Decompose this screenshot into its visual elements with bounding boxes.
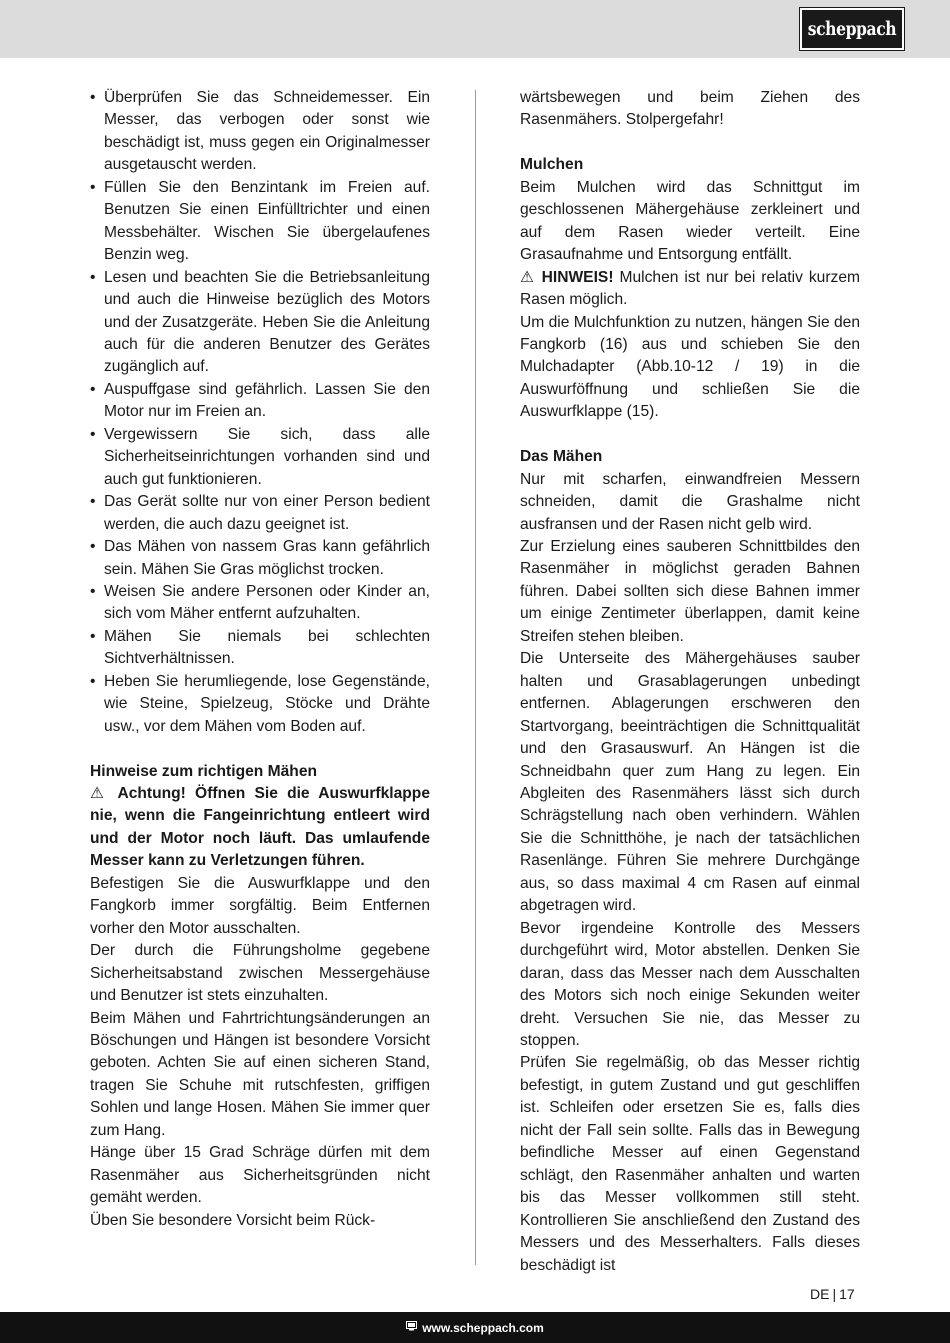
header-bar (0, 0, 950, 58)
brand-logo[interactable] (800, 8, 904, 50)
list-item: • Füllen Sie den Benzintank im Freien auf. Benutzen Sie einen Einfülltrichter und einen Messbehälter. Wischen Sie übergelaufenes Benzin weg. (90, 177, 430, 267)
hint-text: Mulchen ist nur bei relativ kurzem Rasen möglich. (520, 268, 860, 309)
warning-paragraph (90, 783, 430, 873)
paragraph: Die Unterseite des Mähergehäuses sauber halten und Grasablagerungen unbedingt entfernen. Ablagerungen erschweren den Startvorgang, beeinträchtigen die Schnittqualität und den Grasauswurf. An Hängen ist die Schneidbahn quer zum Hang zu legen. Ein Abgleiten des Rasenmähers lässt sich durch Schrägstellung nach oben verhindern. Wählen Sie die Schnitthöhe, je nach der tatsächlichen Rasenlänge. Führen Sie mehrere Durchgänge aus, so dass maximal 4 cm Rasen auf einmal abgetragen wird. (520, 650, 860, 915)
section-heading-mowing-tips: Hinweise zum richtigen Mähen (90, 762, 318, 780)
list-item: • Lesen und beachten Sie die Betriebsanleitung und auch die Hinweise bezüglich des Motors und der Zusatzgeräte. Heben Sie die Anleitung auch für die anderen Benutzer des Gerätes zugänglich auf. (90, 267, 430, 379)
paragraph: Bevor irgendeine Kontrolle des Messers durchgeführt wird, Motor abstellen. Denken Sie daran, dass das Messer nach dem Ausschalten des Motors sich noch einige Sekunden weiter dreht. Versuchen Sie nie, das Messer zu stoppen. (520, 919, 860, 1049)
section-heading-mulchen: Mulchen (520, 156, 584, 174)
list-item: • Heben Sie herumliegende, lose Gegenstände, wie Steine, Spielzeug, Stöcke und Drähte usw., vor dem Mähen vom Boden auf. (90, 671, 430, 738)
warning-text: Achtung! Öffnen Sie die Auswurfklappe nie, wenn die Fangeinrichtung entleert wird und der Motor noch läuft. Das umlaufende Messer kann zu Verletzungen führen. (90, 785, 430, 870)
right-column (520, 87, 860, 1277)
left-column (90, 87, 430, 1232)
section-heading-das-maehen: Das Mähen (520, 448, 603, 466)
paragraph: Der durch die Führungsholme gegebene Sicherheitsabstand zwischen Messergehäuse und Benutzer ist stets einzuhalten. (90, 942, 430, 1005)
page-separator: | (832, 1286, 837, 1302)
list-item: • Vergewissern Sie sich, dass alle Sicherheitseinrichtungen vorhanden sind und auch gut funktionieren. (90, 424, 430, 491)
list-item: • Auspuffgase sind gefährlich. Lassen Sie den Motor nur im Freien an. (90, 379, 430, 424)
paragraph: Nur mit scharfen, einwandfreien Messern schneiden, damit die Grashalme nicht ausfransen und der Rasen nicht gelb wird. (520, 470, 860, 533)
paragraph: Zur Erzielung eines sauberen Schnittbildes den Rasenmäher in möglichst geraden Bahnen führen. Dabei sollten sich diese Bahnen immer um einige Zentimeter überlappen, damit keine Streifen stehen bleiben. (520, 538, 860, 645)
paragraph: Prüfen Sie regelmäßig, ob das Messer richtig befestigt, in gutem Zustand und gut geschliffen ist. Schleifen oder ersetzen Sie es, falls dies nicht der Fall sein sollte. Falls das in Bewegung befindliche Messer auf einen Gegenstand schlägt, den Rasenmäher anhalten und warten bis das Messer vollkommen still steht. Kontrollieren Sie anschließend den Zustand des Messers und des Messerhalters. Falls dieses beschädigt ist (520, 1054, 860, 1274)
page-number-value: 17 (839, 1286, 855, 1302)
web-icon (406, 1321, 417, 1334)
hint-paragraph (520, 267, 860, 312)
list-item: • Überprüfen Sie das Schneidemesser. Ein Messer, das verbogen oder sonst wie beschädigt ist, muss gegen ein Originalmesser ausgetauscht werden. (90, 87, 430, 177)
paragraph: Üben Sie besondere Vorsicht beim Rück- (90, 1211, 376, 1229)
paragraph: Beim Mulchen wird das Schnittgut im geschlossenen Mähergehäuse zerkleinert und auf dem Rasen wieder verteilt. Eine Grasaufnahme und Entsorgung entfällt. (520, 178, 860, 264)
list-item: • Das Mähen von nassem Gras kann gefährlich sein. Mähen Sie Gras möglichst trocken. (90, 536, 430, 581)
paragraph: Hänge über 15 Grad Schräge dürfen mit dem Rasenmäher aus Sicherheitsgründen nicht gemäht werden. (90, 1144, 430, 1207)
paragraph: Beim Mähen und Fahrtrichtungsänderungen an Böschungen und Hängen ist besondere Vorsicht geboten. Achten Sie auf einen sicheren Stand, tragen Sie Schuhe mit rutschfesten, griffigen Sohlen und lange Hosen. Mähen Sie immer quer zum Hang. (90, 1009, 430, 1139)
hint-label: HINWEIS! (541, 268, 614, 286)
safety-bullet-list (90, 87, 430, 738)
page-number (810, 1286, 855, 1302)
warning-icon: ⚠ (520, 268, 536, 286)
footer-bar (0, 1312, 950, 1343)
warning-icon: ⚠ (90, 785, 109, 803)
list-item: • Das Gerät sollte nur von einer Person bedient werden, die auch dazu geeignet ist. (90, 491, 430, 536)
paragraph: wärtsbewegen und beim Ziehen des Rasenmähers. Stolpergefahr! (520, 89, 860, 129)
list-item: • Mähen Sie niemals bei schlechten Sichtverhältnissen. (90, 626, 430, 671)
column-divider (475, 90, 476, 1265)
paragraph: Befestigen Sie die Auswurfklappe und den Fangkorb immer sorgfältig. Beim Entfernen vorher den Motor ausschalten. (90, 874, 430, 937)
website-link[interactable]: www.scheppach.com (422, 1320, 544, 1335)
page-language: DE (810, 1286, 830, 1302)
paragraph: Um die Mulchfunktion zu nutzen, hängen Sie den Fangkorb (16) aus und schieben Sie den Mulchadapter (Abb.10-12 / 19) in die Auswurföffnung und schließen Sie die Auswurfklappe (15). (520, 313, 860, 421)
brand-logo-text: scheppach (807, 18, 897, 40)
list-item: • Weisen Sie andere Personen oder Kinder an, sich vom Mäher entfernt aufzuhalten. (90, 581, 430, 626)
